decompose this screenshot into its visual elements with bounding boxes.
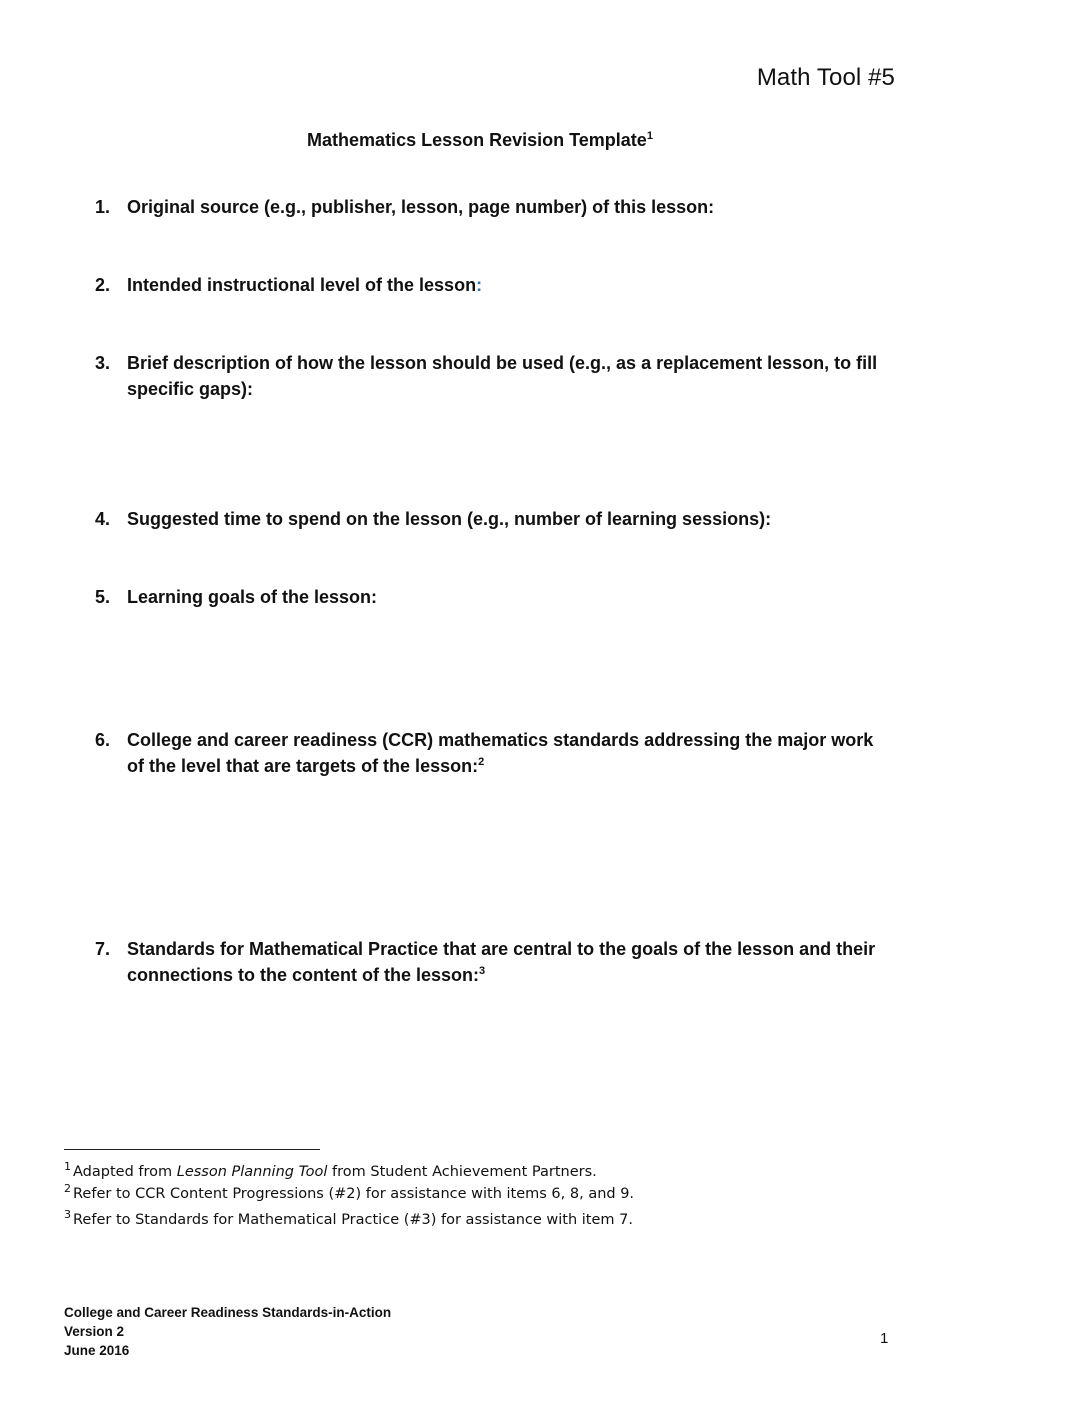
item-text: Intended instructional level of the lesson (127, 275, 477, 295)
footnote-text: from Student Achievement Partners. (327, 1164, 597, 1180)
item-number: 7. (95, 939, 111, 959)
item-6 (95, 727, 895, 779)
item-text-wrap (127, 272, 895, 298)
footnote-mark: 3 (64, 1208, 71, 1222)
item-text: Brief description of how the lesson should be used (e.g., as a replacement lesson, to fill specific gaps): (127, 353, 878, 399)
item-text-wrap (127, 936, 895, 988)
item-7 (95, 936, 895, 988)
title-footnote-ref: 1 (646, 130, 653, 142)
item-text: College and career readiness (CCR) mathematics standards addressing the major work of the level that are targets of the lesson: (127, 730, 874, 776)
footnote-text: Refer to CCR Content Progressions (#2) for assistance with items 6, 8, and 9. (73, 1186, 635, 1202)
item-number: 2. (95, 275, 111, 295)
item-colon: : (476, 275, 483, 295)
page-footer (64, 1303, 391, 1360)
item-footnote-ref: 3 (479, 965, 486, 977)
footnote-1 (64, 1160, 597, 1180)
footer-program-name: College and Career Readiness Standards-in-Action (64, 1305, 392, 1320)
document-title-text: Mathematics Lesson Revision Template (307, 130, 647, 150)
footnote-italic-text: Lesson Planning Tool (176, 1164, 328, 1180)
page-number: 1 (880, 1330, 889, 1347)
item-text: Suggested time to spend on the lesson (e.g., number of learning sessions): (127, 509, 772, 529)
item-text: Standards for Mathematical Practice that are central to the goals of the lesson and their connections to the content of the lesson: (127, 939, 876, 985)
item-number: 3. (95, 353, 111, 373)
footnote-divider (64, 1149, 320, 1150)
tool-label: Math Tool #5 (756, 64, 895, 91)
item-footnote-ref: 2 (478, 756, 485, 768)
footer-version: Version 2 (64, 1324, 125, 1339)
item-text-wrap (127, 727, 895, 779)
item-3 (95, 350, 895, 402)
item-4 (95, 506, 895, 532)
item-number: 1. (95, 197, 111, 217)
item-1 (95, 194, 895, 220)
footnote-2 (64, 1182, 635, 1202)
footnote-text: Adapted from (73, 1164, 177, 1180)
item-number: 5. (95, 587, 111, 607)
item-number: 4. (95, 509, 111, 529)
footnote-text: Refer to Standards for Mathematical Practice (#3) for assistance with item 7. (73, 1212, 633, 1228)
footer-date: June 2016 (64, 1343, 130, 1358)
footnote-mark: 1 (64, 1160, 71, 1174)
footnote-3 (64, 1208, 633, 1228)
item-text: Learning goals of the lesson: (127, 587, 378, 607)
document-title (0, 130, 960, 151)
item-text: Original source (e.g., publisher, lesson, page number) of this lesson: (127, 197, 715, 217)
item-2 (95, 272, 895, 298)
item-number: 6. (95, 730, 111, 750)
footnote-mark: 2 (64, 1182, 71, 1196)
item-5 (95, 584, 895, 610)
